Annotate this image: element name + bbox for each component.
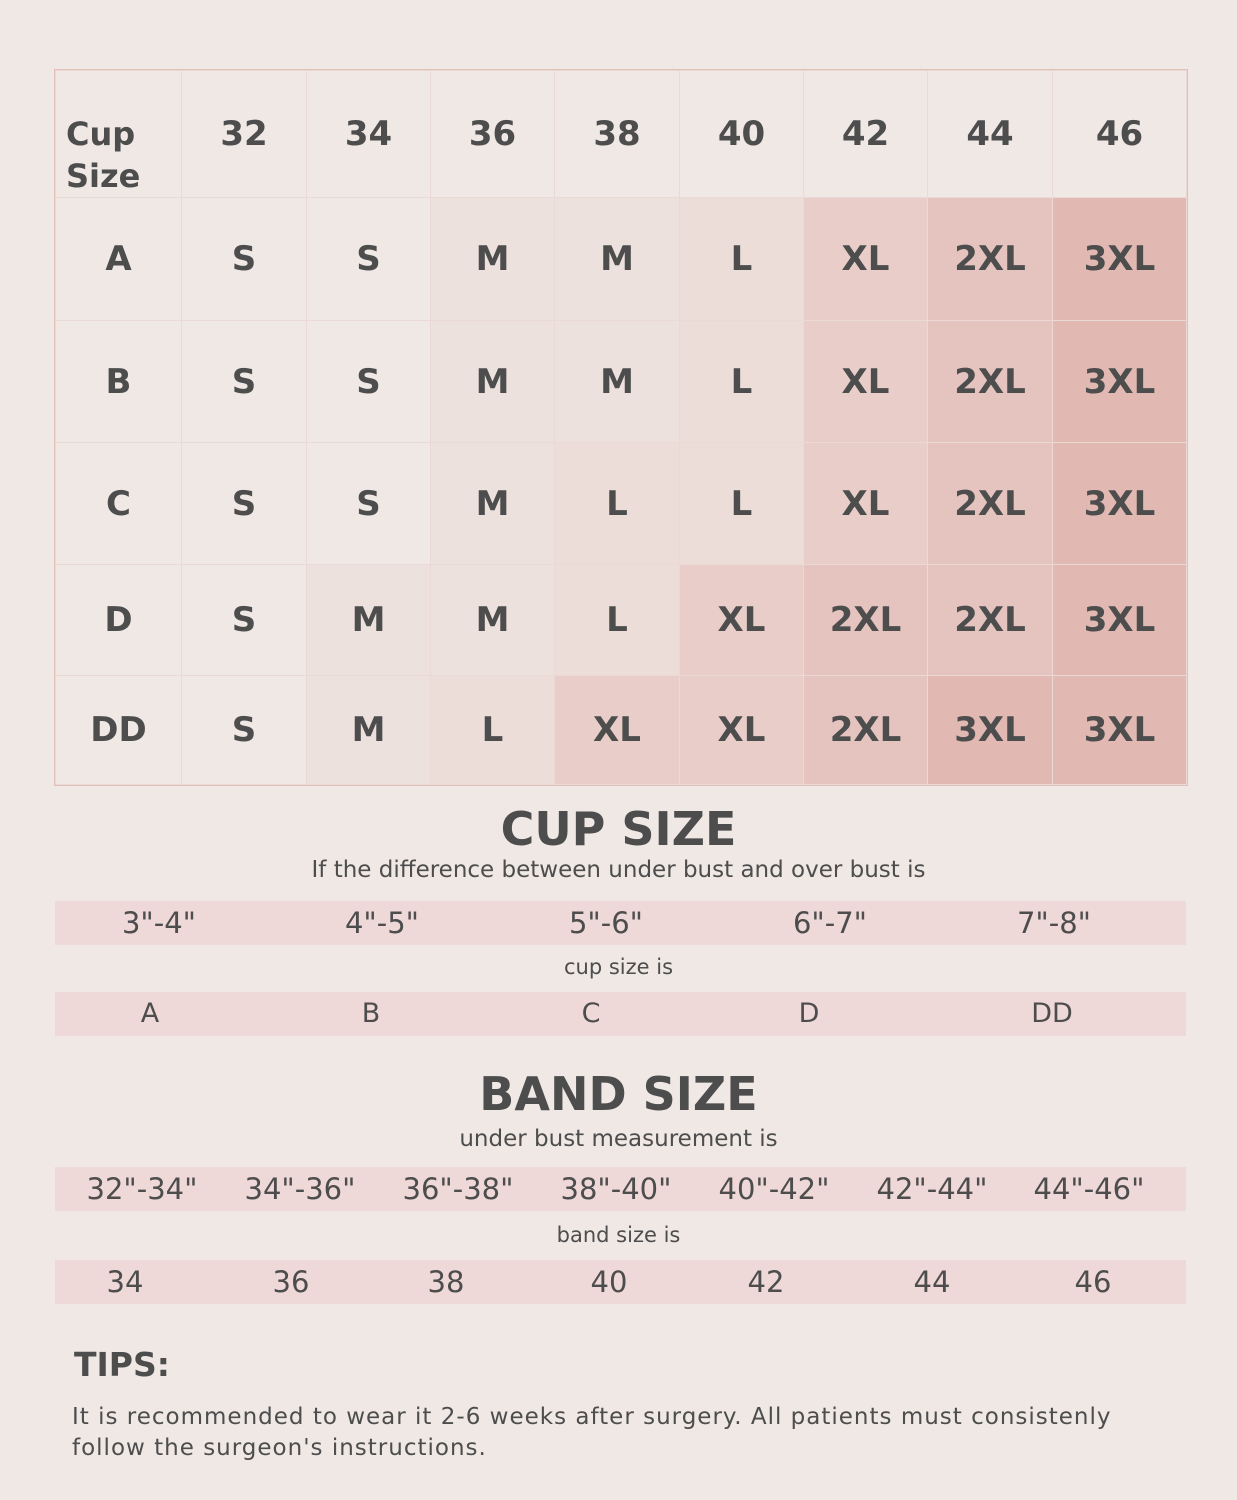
- band-header: 46: [1053, 71, 1187, 198]
- band-header-row: [56, 71, 1187, 198]
- cup-difference-band: [55, 901, 1186, 945]
- size-cell: XL: [680, 676, 804, 785]
- size-cell: M: [307, 676, 431, 785]
- under-bust-range: 44"-46": [1033, 1172, 1145, 1206]
- size-cell: XL: [804, 443, 928, 565]
- cup-difference-value: 5"-6": [568, 906, 644, 940]
- band-header: 38: [555, 71, 680, 198]
- cup-label: D: [56, 565, 182, 676]
- size-cell: 2XL: [928, 198, 1053, 321]
- table-row: [56, 321, 1187, 443]
- size-cell: L: [680, 198, 804, 321]
- band-header: 34: [307, 71, 431, 198]
- under-bust-range: 40"-42": [718, 1172, 830, 1206]
- size-cell: XL: [804, 321, 928, 443]
- size-cell: M: [431, 321, 555, 443]
- size-cell: S: [182, 321, 307, 443]
- cup-letter: DD: [1031, 998, 1073, 1029]
- size-cell: 2XL: [804, 565, 928, 676]
- band-header: 36: [431, 71, 555, 198]
- cup-label: DD: [56, 676, 182, 785]
- band-number: 34: [106, 1265, 144, 1299]
- band-header: 44: [928, 71, 1053, 198]
- size-cell: S: [182, 443, 307, 565]
- table-row: [56, 443, 1187, 565]
- cup-letter: C: [581, 998, 601, 1029]
- size-cell: S: [182, 676, 307, 785]
- size-cell: 2XL: [928, 321, 1053, 443]
- corner-text: Cup Size: [66, 115, 141, 195]
- under-bust-range: 32"-34": [86, 1172, 198, 1206]
- size-cell: XL: [680, 565, 804, 676]
- size-cell: XL: [555, 676, 680, 785]
- band-size-title: BAND SIZE: [479, 1067, 758, 1121]
- size-cell: 3XL: [1053, 198, 1187, 321]
- band-header: 42: [804, 71, 928, 198]
- band-number: 46: [1074, 1265, 1112, 1299]
- cup-letter-band: [55, 992, 1186, 1036]
- band-header: 32: [182, 71, 307, 198]
- under-bust-band: [55, 1167, 1186, 1211]
- size-cell: XL: [804, 198, 928, 321]
- size-cell: S: [182, 198, 307, 321]
- band-number: 44: [913, 1265, 951, 1299]
- size-cell: L: [431, 676, 555, 785]
- size-cell: 2XL: [928, 565, 1053, 676]
- size-cell: S: [307, 198, 431, 321]
- size-cell: 3XL: [1053, 565, 1187, 676]
- tips-text: It is recommended to wear it 2-6 weeks after surgery. All patients must consistenly follow the surgeon's instructions.: [72, 1404, 1112, 1461]
- size-cell: 3XL: [1053, 443, 1187, 565]
- cup-letter: D: [798, 998, 820, 1029]
- cup-label: B: [56, 321, 182, 443]
- size-cell: 3XL: [928, 676, 1053, 785]
- size-cell: M: [555, 321, 680, 443]
- size-cell: L: [680, 443, 804, 565]
- tips-title: TIPS:: [74, 1345, 170, 1384]
- cup-size-connector: cup size is: [563, 955, 674, 979]
- size-cell: 3XL: [1053, 676, 1187, 785]
- band-number: 38: [427, 1265, 465, 1299]
- size-cell: M: [307, 565, 431, 676]
- cup-letter: B: [361, 998, 381, 1029]
- size-cell: M: [431, 198, 555, 321]
- size-cell: L: [555, 443, 680, 565]
- size-cell: S: [307, 443, 431, 565]
- table-row: [56, 676, 1187, 785]
- cup-size-title: CUP SIZE: [500, 802, 737, 856]
- size-chart-table: [55, 70, 1187, 785]
- cup-difference-value: 3"-4": [121, 906, 197, 940]
- under-bust-range: 34"-36": [244, 1172, 356, 1206]
- table-row: [56, 565, 1187, 676]
- size-cell: M: [431, 565, 555, 676]
- size-cell: L: [680, 321, 804, 443]
- band-number-band: [55, 1260, 1186, 1304]
- size-cell: 2XL: [928, 443, 1053, 565]
- size-cell: M: [555, 198, 680, 321]
- band-size-connector: band size is: [556, 1223, 681, 1247]
- cup-size-intro: If the difference between under bust and over bust is: [311, 857, 926, 883]
- cup-label: C: [56, 443, 182, 565]
- cup-size-corner-label: [56, 71, 182, 198]
- band-header: 40: [680, 71, 804, 198]
- cup-letter: A: [140, 998, 160, 1029]
- under-bust-range: 42"-44": [876, 1172, 988, 1206]
- band-number: 36: [272, 1265, 310, 1299]
- table-row: [56, 198, 1187, 321]
- band-number: 40: [590, 1265, 628, 1299]
- cup-difference-value: 4"-5": [344, 906, 420, 940]
- size-cell: L: [555, 565, 680, 676]
- size-cell: S: [307, 321, 431, 443]
- under-bust-range: 38"-40": [560, 1172, 672, 1206]
- cup-difference-value: 7"-8": [1016, 906, 1092, 940]
- size-cell: M: [431, 443, 555, 565]
- size-cell: S: [182, 565, 307, 676]
- band-size-intro: under bust measurement is: [459, 1126, 778, 1152]
- under-bust-range: 36"-38": [402, 1172, 514, 1206]
- cup-difference-value: 6"-7": [792, 906, 868, 940]
- size-cell: 3XL: [1053, 321, 1187, 443]
- cup-label: A: [56, 198, 182, 321]
- band-number: 42: [747, 1265, 785, 1299]
- size-cell: 2XL: [804, 676, 928, 785]
